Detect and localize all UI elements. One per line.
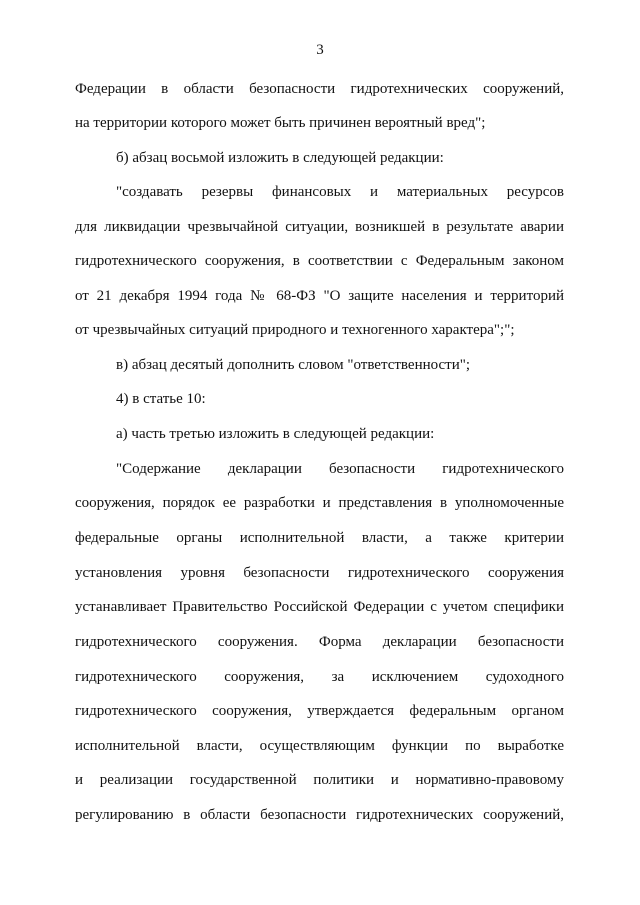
text-line: б) абзац восьмой изложить в следующей редакции: — [116, 150, 444, 166]
text-line: на территории которого может быть причинен вероятный вред"; — [75, 115, 486, 131]
text-line: от 21 декабря 1994 года № 68-ФЗ "О защите населения и территорий — [75, 288, 564, 304]
text-line: от чрезвычайных ситуаций природного и техногенного характера";"; — [75, 322, 515, 338]
page-number: 3 — [316, 42, 324, 58]
text-line: гидротехнического сооружения, утверждается федеральным органом — [75, 703, 564, 719]
text-line: 4) в статье 10: — [116, 391, 206, 407]
text-line: установления уровня безопасности гидротехнического сооружения — [75, 565, 564, 581]
text-line: сооружения, порядок ее разработки и представления в уполномоченные — [75, 495, 564, 511]
text-line: гидротехнического сооружения. Форма декларации безопасности — [75, 634, 564, 650]
text-line: гидротехнического сооружения, в соответствии с Федеральным законом — [75, 253, 564, 269]
text-line: "Содержание декларации безопасности гидротехнического — [116, 461, 564, 477]
text-line: федеральные органы исполнительной власти, а также критерии — [75, 530, 564, 546]
text-line: в) абзац десятый дополнить словом "ответственности"; — [116, 357, 471, 373]
text-line: гидротехнического сооружения, за исключением судоходного — [75, 669, 564, 685]
text-line: и реализации государственной политики и нормативно-правовому — [75, 772, 564, 788]
text-line: устанавливает Правительство Российской Федерации с учетом специфики — [75, 599, 564, 615]
text-line: Федерации в области безопасности гидротехнических сооружений, — [75, 81, 564, 97]
text-line: для ликвидации чрезвычайной ситуации, возникшей в результате аварии — [75, 219, 564, 235]
text-line: а) часть третью изложить в следующей редакции: — [116, 426, 435, 442]
text-line: исполнительной власти, осуществляющим функции по выработке — [75, 738, 564, 754]
text-line: регулированию в области безопасности гидротехнических сооружений, — [75, 807, 564, 823]
text-line: "создавать резервы финансовых и материальных ресурсов — [116, 184, 564, 200]
